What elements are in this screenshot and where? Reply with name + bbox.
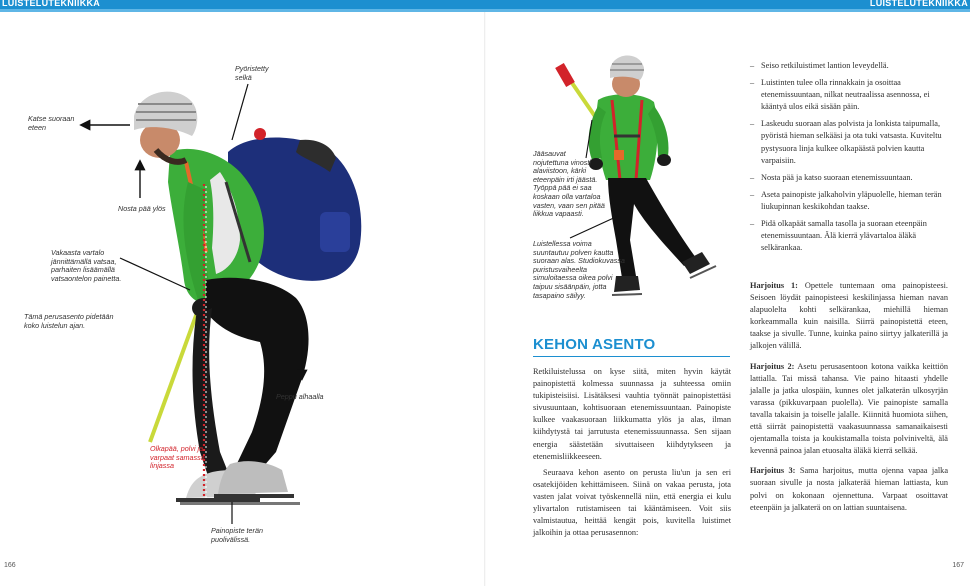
list-item: – Nosta pää ja katso suoraan etenemissuuntaan. bbox=[750, 172, 913, 182]
label-perusasento: Tämä perusasento pidetään koko luistelun ajan. bbox=[24, 312, 114, 330]
instruction-list bbox=[750, 60, 948, 259]
label-painopiste: Painopiste terän puolivälissä. bbox=[211, 526, 263, 544]
label-luistellessa: Luistellessa voima suuntautuu polven kautta suoraan alas. Studiokuvassa puristusvaiheelta simuloitaessa oikea polvi taipuu sisäänpäin, jotta tasapaino säilyy. bbox=[533, 239, 625, 300]
exercise-text: Opettele tuntemaan oma painopisteesi. Seisoen löydät painopisteesi keskilinjassa hieman navan alapuolelta kohti selkärankaa, miehillä hieman korkeammalla kuin naisilla. Siirrä painopistettä eteen, taakse ja sivulle. Tunne, kuinka paino siirtyy jalkaterillä ja jalkojen välillä. bbox=[750, 281, 949, 351]
body-paragraph-2: Seuraava kehon asento on perusta liu'un ja sen eri osatekijöiden kehittämiseen. Siinä on vakaa perusta, jota vasten jalat voivat työskennellä niin, että energia ei kulu ylivartalon rutistamiseen tai kääntämiseen. Voit siis valmistautua, heittää kengät pois, kuvitella luistimet jalkoihin ja ottaa perusasennon: bbox=[533, 467, 731, 538]
list-item: – Laskeudu suoraan alas polvista ja lonkista taipumalla, pyöristä hieman selkääsi ja ota tuki vatsasta. Kuviteltu pystysuora linja kulkee olkapäästä polvien kautta varpaisiin. bbox=[750, 119, 942, 165]
page-number-left: 166 bbox=[4, 562, 16, 569]
exercise-1 bbox=[750, 280, 948, 353]
body-text bbox=[533, 366, 731, 543]
exercise-text: Sama harjoitus, mutta ojenna vapaa jalka suoraan sivulle ja nosta jalkaterää hieman lattiasta, kun polvi on kokonaan ojennettuna. Varpaat osoittavat eteenpäin ja jalkaterä on on lattian suuntaisena. bbox=[750, 466, 949, 512]
exercises bbox=[750, 280, 948, 522]
exercise-text: Asetu perusasentoon kotona vaikka keittiön lattialla. Tai missä tahansa. Vie paino hitaasti yhdelle jalalle ja jatka ulospäin, kunnes olet jalkaterän ulkosyrjän varassa (pikkuvarpaan puolella). Vie painopiste samalla tavalla takaisin ja toiselle jalalle. Kiinnitä huomiota siihen, että siirrät painopistettä vaakasuunnassa samanaikaisesti ojentamalla toista ja koukistamalla toista polviniveltä, älä kevennä painoa jalan etuosalta äläkä kierrä selkää. bbox=[750, 361, 949, 456]
label-pyoristetty: Pyöristetty selkä bbox=[235, 64, 269, 82]
heading-rule bbox=[533, 356, 730, 357]
list-item: – Pidä olkapäät samalla tasolla ja suoraan eteenpäin etenemissuuntaan. Älä kierrä ylävartaloa äläkä selkärankaa. bbox=[750, 219, 927, 253]
exercise-title: Harjoitus 1: bbox=[750, 281, 798, 290]
running-head-left: LUISTELUTEKNIIKKA bbox=[2, 0, 101, 8]
exercise-2 bbox=[750, 361, 948, 458]
page-number-right: 167 bbox=[952, 562, 964, 569]
exercise-3 bbox=[750, 465, 948, 513]
exercise-title: Harjoitus 2: bbox=[750, 361, 795, 371]
running-head-right: LUISTELUTEKNIIKKA bbox=[869, 0, 968, 8]
section-heading: KEHON ASENTO bbox=[533, 336, 656, 353]
label-nosta-paa: Nosta pää ylös bbox=[118, 204, 166, 213]
label-olkapaa: Olkapää, polvi ja varpaat samassa linjassa bbox=[150, 444, 205, 471]
label-peppu: Peppu alhaalla bbox=[276, 392, 324, 401]
label-jaasauvat: Jääsauvat nojutettuna vinosti alaviistoon, kärki eteenpäin irti jäästä. Työppä pää ei saa koskaan olla vartaloa vasten, vaan sen pitää liikkua vapaasti. bbox=[533, 149, 605, 219]
list-item: – Aseta painopiste jalkaholvin yläpuolelle, hieman terän liukupinnan keskikohdan taakse. bbox=[750, 189, 942, 211]
body-paragraph-1: Retkiluistelussa on kyse siitä, miten hyvin käytät painopistettä kolmessa suunnassa ja suhteessa omiin tukipisteisiisi. Lisätäksesi vauhtia työnnät painopistettäsi sivusuuntaan, kohtisuoraan etenemissuuntaan. Painopiste kulkee vaakasuoraan liikkumatta ylös ja alas, ilman kiihdytystä tai jarrutusta etenemissuunnassa. Sen sijaan energia säästetään sivuttaiseen kiihdytykseen ja etenemisliikkeeseen. bbox=[533, 367, 731, 461]
list-item: – Seiso retkiluistimet lantion leveydellä. bbox=[750, 61, 889, 70]
exercise-title: Harjoitus 3: bbox=[750, 466, 796, 476]
label-katse: Katse suoraan eteen bbox=[28, 114, 75, 132]
label-vakaasta: Vakaasta vartalo jännittämällä vatsaa, parhaiten lisäämällä vatsaontelon painetta. bbox=[51, 248, 122, 283]
list-item: – Luistinten tulee olla rinnakkain ja osoittaa etenemissuuntaan, nilkat neutraalissa asennossa, ei kääntyä ulos eikä sisään päin. bbox=[750, 78, 930, 112]
